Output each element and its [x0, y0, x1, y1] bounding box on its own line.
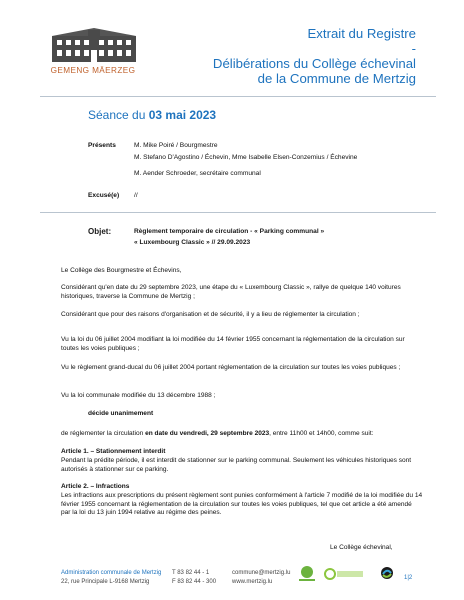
page-number: 1|2: [404, 575, 413, 581]
article-2-text: Les infractions aux prescriptions du présent règlement sont punies conformément à l'article 7 modifié de la loi modifiée du 14 février 1955 concernant la réglementation de la circulation sur toutes les voies publiques, tel que cet article a été amendé par la loi du 13 juin 1994 relative au régime des peines.: [61, 492, 423, 517]
seance-heading: [88, 108, 216, 122]
header-divider: [40, 96, 436, 97]
closing-signature: Le Collège échevinal,: [330, 544, 393, 551]
paragraph-6: [61, 430, 423, 439]
footer-fax: F 83 82 44 - 300: [172, 579, 217, 585]
paragraph-1: Considérant qu'en date du 29 septembre 2023, une étape du « Luxembourg Classic », rallye de quelque 140 voitures historiques, traverse la Commune de Mertzig ;: [61, 284, 401, 300]
presents-line-1: M. Mike Poiré / Bourgmestre: [134, 142, 218, 149]
objet-divider: [40, 212, 436, 213]
footer-tel: T 83 82 44 - 1: [172, 570, 210, 576]
objet-line-2: « Luxembourg Classic » // 29.09.2023: [134, 239, 251, 246]
excuses-value: //: [134, 192, 138, 199]
paragraph-4: Vu le règlement grand-ducal du 06 juillet 2004 portant réglementation de la circulation sur toutes les voies publiques ;: [61, 364, 401, 371]
paragraph-5: Vu la loi communale modifiée du 13 décembre 1988 ;: [61, 392, 216, 399]
footer-address: 22, rue Principale L-9168 Mertzig: [61, 579, 150, 585]
seance-date: 03 mai 2023: [148, 108, 217, 122]
fairtrade-logo: [380, 565, 394, 583]
article-2-title: Article 2. – Infractions: [61, 483, 130, 490]
p6-date: en date du vendredi, 29 septembre 2023: [145, 430, 270, 437]
paragraph-3: Vu la loi du 06 juillet 2004 modifiant la loi modifiée du 14 février 1955 concernant la réglementation de la circulation sur toutes les voies publiques ;: [61, 336, 405, 352]
excuses-label: Excusé(e): [88, 192, 120, 199]
footer-email[interactable]: commune@mertzig.lu: [232, 570, 291, 576]
decide-text: décide unanimement: [88, 410, 154, 417]
presents-line-3: M. Aender Schroeder, secrétaire communal: [134, 170, 261, 177]
climate-logo: [296, 565, 318, 583]
register-title-dash: -: [411, 41, 416, 56]
register-title: [156, 26, 416, 86]
register-title-line3: de la Commune de Mertzig: [257, 71, 416, 86]
objet-line-1: Règlement temporaire de circulation - « Parking communal »: [134, 228, 325, 235]
logo-text: GEMENG MÄERZEG: [50, 66, 136, 75]
intro-text: Le Collège des Bourgmestre et Échevins,: [61, 267, 182, 274]
register-title-line1: Extrait du Registre: [307, 26, 416, 41]
article-1-text: Pendant la prédite période, il est interdit de stationner sur le parking communal. Seulement les véhicules historiques sont autorisés à stationner sur ce parking.: [61, 457, 412, 473]
presents-line-2: M. Stefano D'Agostino / Échevin, Mme Isabelle Elsen-Conzemius / Échevine: [134, 154, 358, 161]
footer-web[interactable]: www.mertzig.lu: [232, 579, 273, 585]
paragraph-2: Considérant que pour des raisons d'organisation et de sécurité, il y a lieu de réglementer la circulation ;: [61, 311, 360, 318]
commune-logo: [44, 28, 144, 64]
klimapakt-logo: [324, 565, 364, 583]
seance-prefix: Séance du: [88, 108, 149, 122]
footer-admin: Administration communale de Mertzig: [61, 570, 162, 576]
p6-after: , entre 11h00 et 14h00, comme suit:: [269, 430, 374, 437]
presents-label: Présents: [88, 142, 116, 149]
objet-label: Objet:: [88, 227, 112, 236]
article-1-title: Article 1. – Stationnement interdit: [61, 448, 166, 455]
p6-before: de réglementer la circulation: [61, 430, 146, 437]
register-title-line2: Délibérations du Collège échevinal: [212, 56, 416, 71]
